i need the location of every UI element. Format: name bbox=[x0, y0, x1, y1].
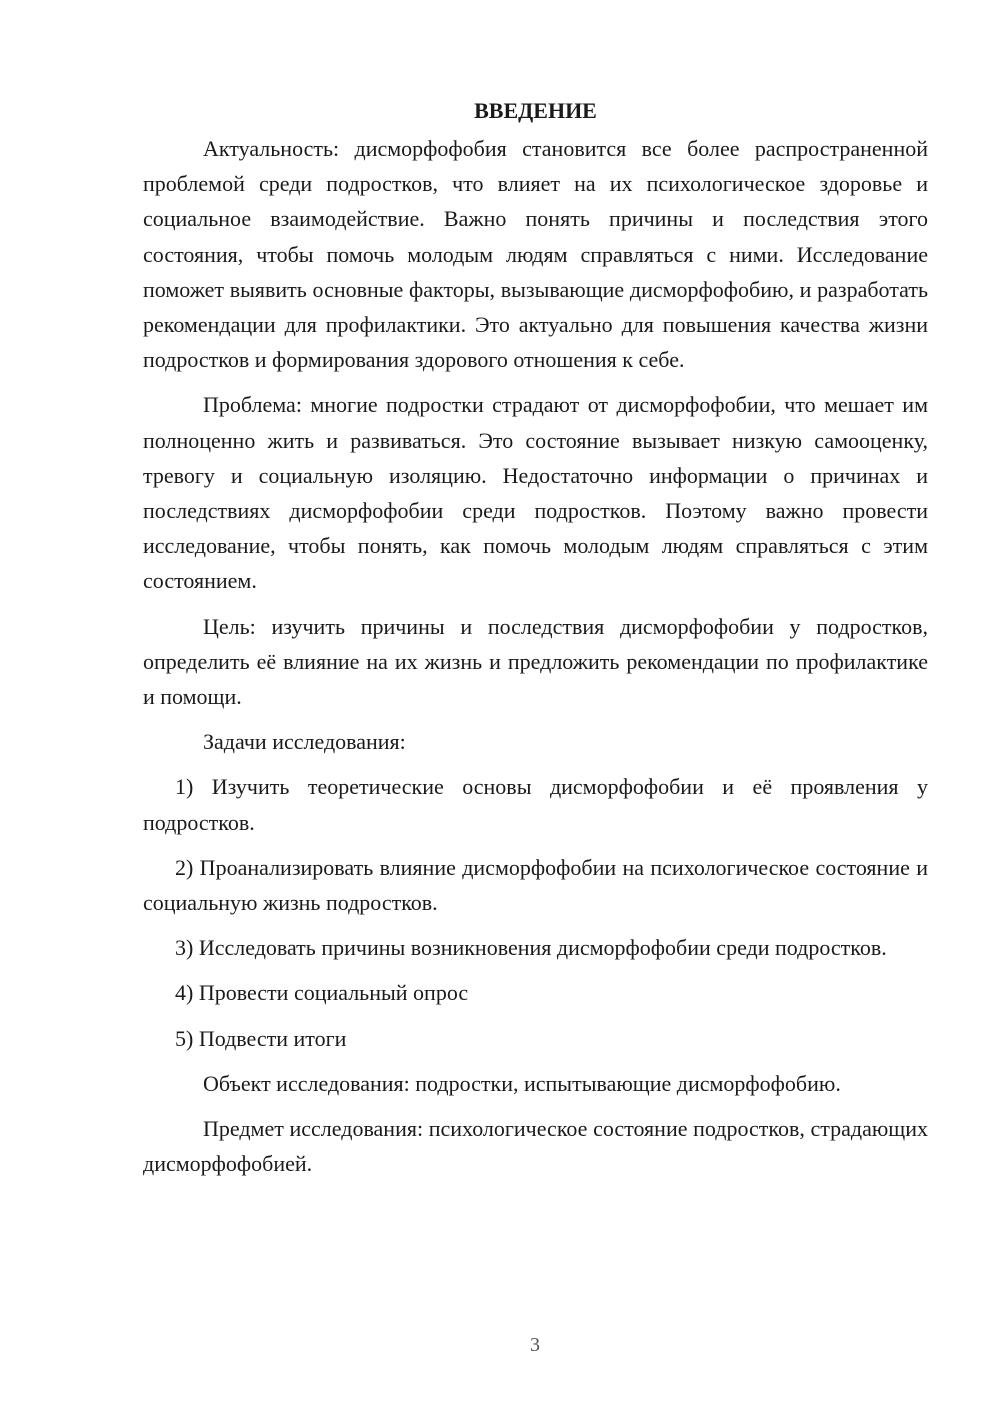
subject-paragraph: Предмет исследования: психологическое состояние подростков, страдающих дисморфофобией. bbox=[143, 1116, 928, 1177]
task-item-3: 3) Исследовать причины возникновения дисморфофобии среди подростков. bbox=[175, 935, 887, 961]
task-item-5: 5) Подвести итоги bbox=[175, 1025, 347, 1051]
page-number: 3 bbox=[530, 1334, 540, 1356]
page-content bbox=[143, 91, 928, 1181]
problem-paragraph: Проблема: многие подростки страдают от дисморфофобии, что мешает им полноценно жить и развиваться. Это состояние вызывает низкую самооценку, тревогу и социальную изоляцию. Недостаточно информации о причинах и последствиях дисморфофобии среди подростков. Поэтому важно провести исследование, чтобы понять, как помочь молодым людям справляться с этим состоянием. bbox=[143, 392, 928, 594]
relevance-paragraph: Актуальность: дисморфофобия становится все более распространенной проблемой среди подростков, что влияет на их психологическое здоровье и социальное взаимодействие. Важно понять причины и последствия этого состояния, чтобы помочь молодым людям справляться с ними. Исследование поможет выявить основные факторы, вызывающие дисморфофобию, и разработать рекомендации для профилактики. Это актуально для повышения качества жизни подростков и формирования здорового отношения к себе. bbox=[143, 136, 928, 373]
task-item-4: 4) Провести социальный опрос bbox=[175, 980, 469, 1006]
section-title: ВВЕДЕНИЕ bbox=[474, 98, 597, 123]
tasks-heading: Задачи исследования: bbox=[203, 729, 406, 755]
task-item-2: 2) Проанализировать влияние дисморфофобии на психологическое состояние и социальную жизнь подростков. bbox=[143, 854, 928, 916]
goal-paragraph: Цель: изучить причины и последствия дисморфофобии у подростков, определить её влияние на их жизнь и предложить рекомендации по профилактике и помощи. bbox=[143, 613, 928, 710]
object-paragraph: Объект исследования: подростки, испытывающие дисморфофобию. bbox=[203, 1070, 841, 1096]
task-item-1: 1) Изучить теоретические основы дисморфофобии и её проявления у подростков. bbox=[143, 774, 928, 835]
